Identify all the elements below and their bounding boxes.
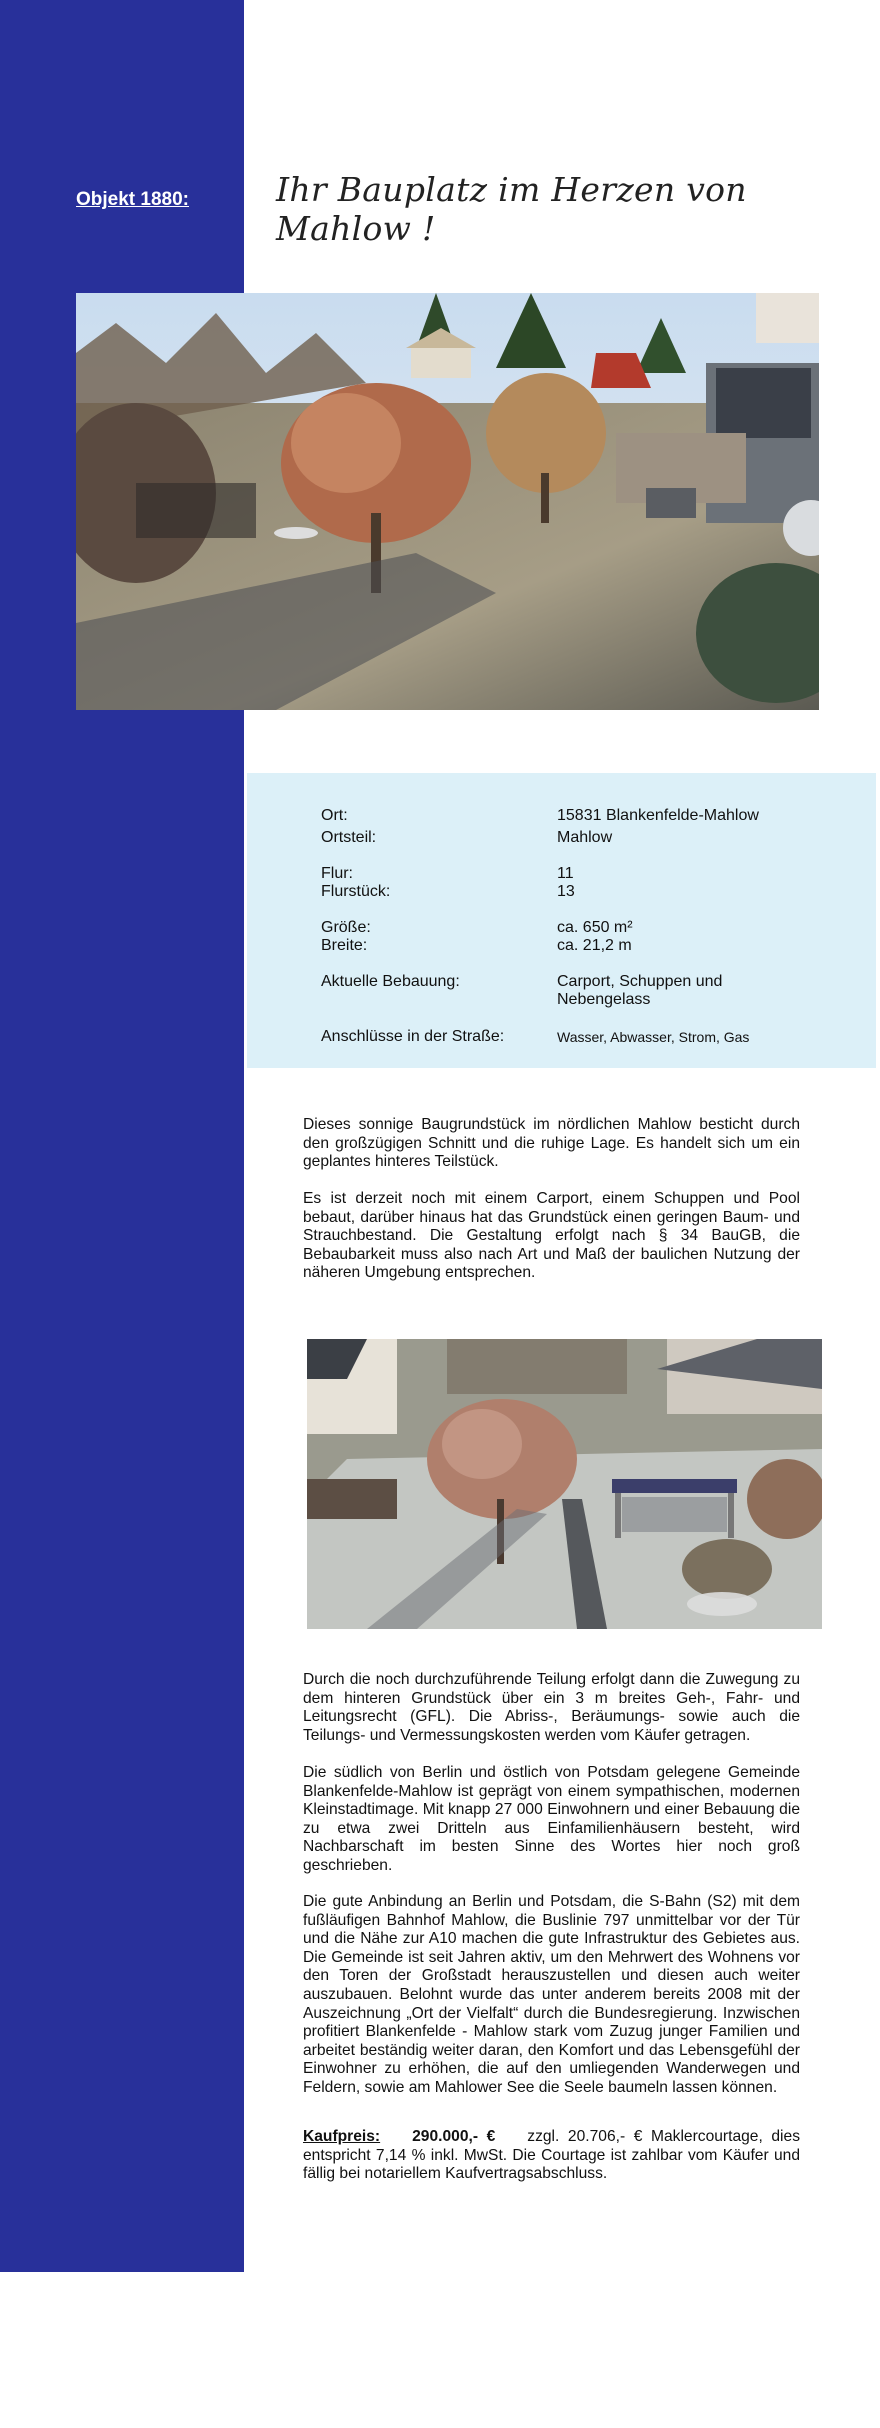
bebauung-value-line2: Nebengelass [557, 991, 651, 1008]
groesse-label: Größe: [321, 919, 371, 936]
ortsteil-label: Ortsteil: [321, 829, 377, 846]
property-photo-backyard [307, 1339, 822, 1629]
flur-label: Flur: [321, 865, 353, 882]
description-paragraph-2: Es ist derzeit noch mit einem Carport, einem Schuppen und Pool bebaut, darüber hinaus hat das Grundstück einen geringen Baum- und Strauchbestand. Die Gestaltung erfolgt nach § 34 BauGB, die Bebaubarkeit muss also nach Art und Maß der baulichen Nutzung der näheren Umgebung entsprechen. [303, 1190, 800, 1282]
description-paragraph-5: Die gute Anbindung an Berlin und Potsdam, die S-Bahn (S2) mit dem fußläufigen Bahnhof Mahlow, die Buslinie 797 unmittelbar vor der Tür und die Nähe zur A10 machen die gute Infrastruktur des Gebietes aus. Die Gemeinde ist seit Jahren aktiv, um den Mehrwert des Wohnens vor den Toren der Großstadt herauszustellen und diesen auch weiter auszubauen. Belohnt wurde das unter anderem bereits 2008 mit der Auszeichnung „Ort der Vielfalt“ durch die Bundesregierung. Inzwischen profitiert Blankenfelde - Mahlow stark vom Zuzug junger Familien und arbeitet beständig weiter daran, den Komfort und das Lebensgefühl der Einwohner zu erhöhen, die auf den umliegenden Wanderwegen und Feldern, sowie am Mahlower See die Seele baumeln lassen können. [303, 1893, 800, 2096]
description-paragraph-1: Dieses sonnige Baugrundstück im nördlichen Mahlow besticht durch den großzügigen Schnitt und die ruhige Lage. Es handelt sich um ein geplantes hinteres Teilstück. [303, 1116, 800, 1171]
anschluesse-value: Wasser, Abwasser, Strom, Gas [557, 1029, 750, 1045]
price-label: Kaufpreis: [303, 2128, 381, 2145]
property-photo-garden [76, 293, 819, 710]
flur-value: 11 [557, 865, 574, 882]
bebauung-value-line1: Carport, Schuppen und [557, 973, 723, 990]
object-number-label: Objekt 1880: [76, 189, 189, 210]
bebauung-label: Aktuelle Bebauung: [321, 973, 460, 990]
description-paragraph-4: Die südlich von Berlin und östlich von Potsdam gelegene Gemeinde Blankenfelde-Mahlow ist geprägt von einem sympathischen, modernen Kleinstadtimage. Mit knapp 27 000 Einwohnern und einer Bebauung die zu etwa zwei Dritteln aus Einfamilienhäusern besteht, wird Nachbarschaft im besten Sinne des Wortes hier noch groß geschrieben. [303, 1764, 800, 1874]
groesse-value: ca. 650 m² [557, 919, 633, 936]
description-paragraph-3: Durch die noch durchzuführende Teilung erfolgt dann die Zuwegung zu dem hinteren Grundstück über ein 3 m breites Geh-, Fahr- und Leitungsrecht (GFL). Die Abriss-, Beräumungs- sowie auch die Teilungs- und Vermessungskosten werden vom Käufer getragen. [303, 1671, 800, 1744]
anschluesse-label: Anschlüsse in der Straße: [321, 1028, 505, 1045]
page-title: Ihr Bauplatz im Herzen von Mahlow ! [276, 170, 747, 248]
price-value: 290.000,- € [412, 2128, 496, 2145]
breite-value: ca. 21,2 m [557, 937, 632, 954]
price-section [303, 2128, 800, 2184]
flurstueck-value: 13 [557, 883, 575, 900]
ort-label: Ort: [321, 807, 348, 824]
price-details: zzgl. 20.706,- € Maklercourtage, dies entspricht 7,14 % inkl. MwSt. Die Courtage ist zahlbar vom Käufer und fällig bei notariellem Kaufvertragsabschluss. [303, 2128, 800, 2183]
ortsteil-value: Mahlow [557, 829, 613, 846]
flurstueck-label: Flurstück: [321, 883, 391, 900]
breite-label: Breite: [321, 937, 368, 954]
property-details-box [247, 773, 876, 1068]
ort-value: 15831 Blankenfelde-Mahlow [557, 807, 759, 824]
